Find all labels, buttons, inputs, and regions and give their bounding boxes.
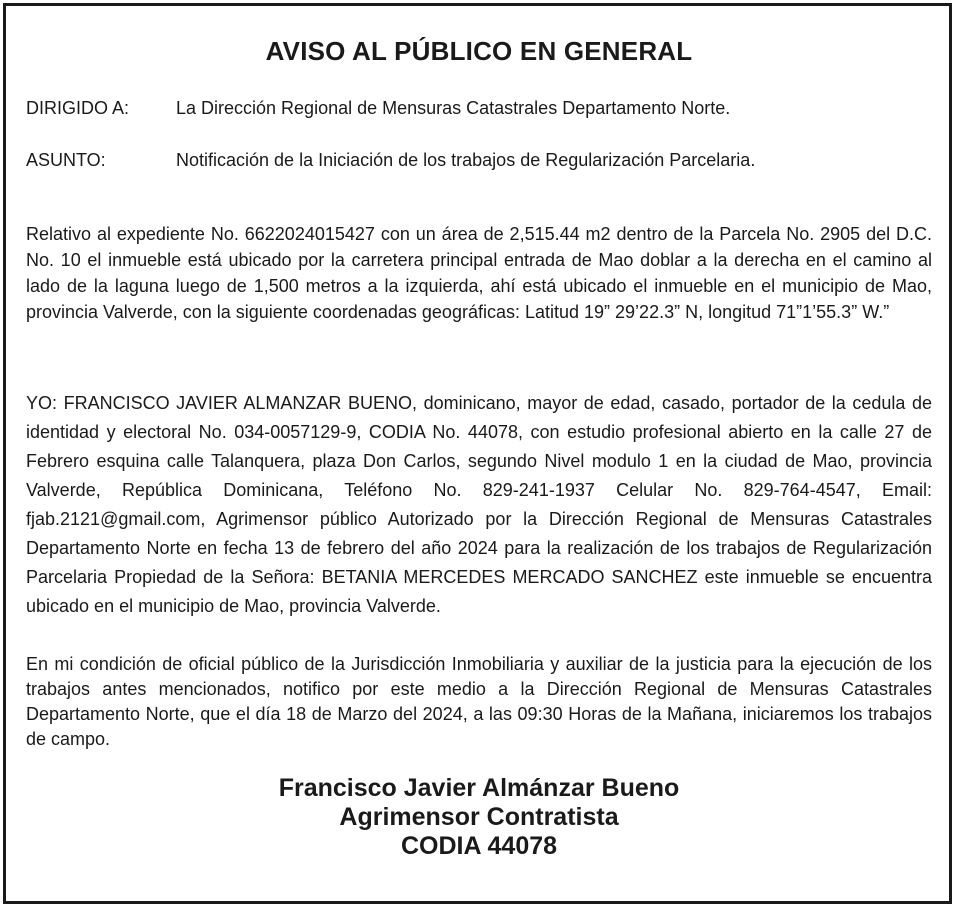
addressee-value: La Dirección Regional de Mensuras Catastrales Departamento Norte. (176, 98, 731, 118)
signature-block (26, 774, 932, 861)
subject-label: ASUNTO: (26, 150, 106, 170)
notice-title: AVISO AL PÚBLICO EN GENERAL (265, 36, 693, 66)
notification-paragraph: En mi condición de oficial público de la Jurisdicción Inmobiliaria y auxiliar de la justicia para la ejecución de los trabajos antes mencionados, notifico por este medio a la Dirección Regional de Mensuras Catastrales Departamento Norte, que el día 18 de Marzo del 2024, a las 09:30 Horas de la Mañana, iniciaremos los trabajos de campo. (26, 654, 932, 749)
surveyor-paragraph: YO: FRANCISCO JAVIER ALMANZAR BUENO, dominicano, mayor de edad, casado, portador de la cedula de identidad y electoral No. 034-0057129-9, CODIA No. 44078, con estudio profesional abierto en la calle 27 de Febrero esquina calle Talanquera, plaza Don Carlos, segundo Nivel modulo 1 en la ciudad de Mao, provincia Valverde, República Dominicana, Teléfono No. 829-241-1937 Celular No. 829-764-4547, Email: fjab.2121@gmail.com, Agrimensor público Autorizado por la Dirección Regional de Mensuras Catastrales Departamento Norte en fecha 13 de febrero del año 2024 para la realización de los trabajos de Regularización Parcelaria Propiedad de la Señora: BETANIA MERCEDES MERCADO SANCHEZ este inmueble se encuentra ubicado en el municipio de Mao, provincia Valverde. (26, 393, 932, 616)
notice-frame (3, 3, 952, 904)
signature-codia: CODIA 44078 (400, 832, 558, 860)
subject-value: Notificación de la Iniciación de los trabajos de Regularización Parcelaria. (176, 150, 756, 170)
signature-role: Agrimensor Contratista (339, 803, 619, 831)
property-paragraph: Relativo al expediente No. 6622024015427 con un área de 2,515.44 m2 dentro de la Parcela No. 2905 del D.C. No. 10 el inmueble está ubicado por la carretera principal entrada de Mao doblar a la derecha en el camino al lado de la laguna luego de 1,500 metros a la izquierda, ahí está ubicado el inmueble en el municipio de Mao, provincia Valverde, con la siguiente coordenadas geográficas: Latitud 19” 29’22.3” N, longitud 71”1’55.3” W.” (26, 224, 932, 322)
addressee-label: DIRIGIDO A: (26, 98, 130, 118)
signature-name: Francisco Javier Almánzar Bueno (278, 774, 680, 802)
